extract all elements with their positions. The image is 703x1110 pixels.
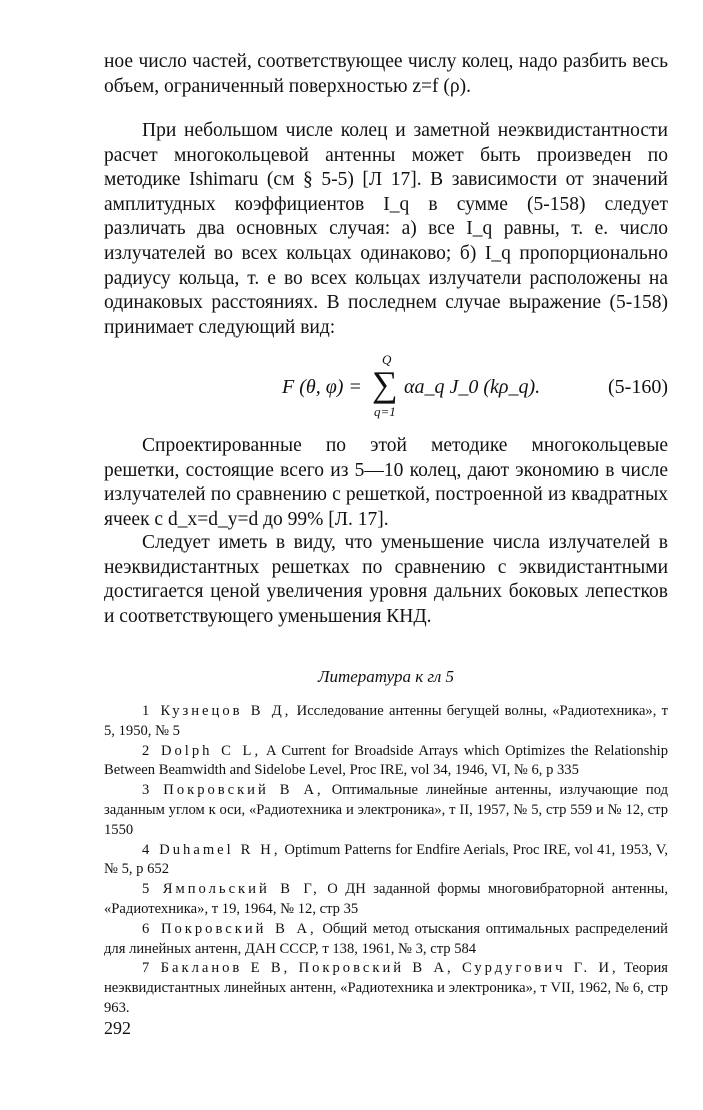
reference-item	[104, 841, 668, 881]
reference-author: 7 Бакланов Е В, Покровский В А, Сурдугович Г. И,	[142, 960, 619, 977]
reference-text: Общий метод отыскания оптимальных распределений для линейных антенн, ДАН СССР, т 138, 1961, № 3, стр 584	[104, 920, 668, 957]
reference-item	[104, 742, 668, 782]
reference-list	[104, 702, 668, 1019]
summation-sign: ∑	[372, 364, 398, 404]
reference-text: О ДН заданной формы многовибраторной антенны, «Радиотехника», т 19, 1964, № 12, стр 35	[104, 881, 668, 917]
equation-rhs: αa_q J_0 (kρ_q).	[404, 376, 541, 398]
reference-text: Optimum Patterns for Endfire Aerials, Proc IRE, vol 41, 1953, V, № 5, p 652	[104, 841, 668, 878]
reference-item	[104, 920, 668, 960]
paragraph-tradeoff: Следует иметь в виду, что уменьшение числа излучателей в неэквидистантных решетках по сравнению с эквидистантными достигается ценой увеличения уровня дальних боковых лепестков и соответствующего уменьшения КНД.	[104, 532, 668, 627]
reference-author: 5 Ямпольский В Г,	[142, 881, 320, 898]
reference-item	[104, 781, 668, 840]
paragraph-savings: Спроектированные по этой методике многокольцевые решетки, состоящие всего из 5—10 колец, дают экономию в числе излучателей по сравнению с решеткой, построенной из квадратных ячеек с d_x=d_y=d до 99% [Л. 17].	[104, 435, 668, 530]
equation-5-160	[104, 352, 668, 419]
reference-author: 1 Кузнецов В Д,	[142, 703, 292, 719]
reference-author: 2 Dolph C L,	[142, 742, 262, 759]
literature-heading: Литература к гл 5	[317, 667, 455, 686]
reference-author: 4 Duhamel R H,	[142, 841, 281, 858]
reference-author: 3 Покровский В А,	[142, 782, 324, 799]
equation-lhs: F (θ, φ) =	[282, 376, 362, 398]
reference-item	[104, 880, 668, 920]
sum-lower-limit: q=1	[374, 404, 396, 419]
reference-author: 6 Покровский В А,	[142, 920, 317, 937]
reference-text: Оптимальные линейные антенны, излучающие под заданным углом к оси, «Радиотехника и электроника», т II, 1957, № 5, стр 559 и № 12, стр 1550	[104, 782, 668, 838]
sum-upper-limit: Q	[382, 352, 392, 367]
reference-item	[104, 959, 668, 1018]
reference-text: Теория неэквидистантных линейных антенн, «Радиотехника и электроника», т VII, 1962, № 6, стр 963.	[104, 960, 668, 1016]
reference-item	[104, 702, 668, 742]
reference-text: A Current for Broadside Arrays which Optimizes the Relationship Between Beamwidth and Sidelobe Level, Proc IRE, vol 34, 1946, VI, № 6, p 335	[104, 742, 668, 779]
paragraph-continuation: ное число частей, соответствующее числу колец, надо разбить весь объем, ограниченный поверхностью z=f (ρ).	[104, 51, 668, 97]
reference-text: Исследование антенны бегущей волны, «Радиотехника», т 5, 1950, № 5	[104, 703, 668, 739]
equation-number: (5-160)	[608, 376, 668, 398]
paragraph-ishimaru-method: При небольшом числе колец и заметной неэквидистантности расчет многокольцевой антенны может быть произведен по методике Ishimaru (см § 5-5) [Л 17]. В зависимости от значений амплитудных коэффициентов I_q в сумме (5-158) следует различать два основных случая: а) все I_q равны, т. е. число излучателей во всех кольцах одинаково; б) I_q пропорционально радиусу кольца, т. е во всех кольцах излучатели расположены на одинаковых расстояниях. В последнем случае выражение (5-158) принимает следующий вид:	[104, 120, 668, 338]
page-number: 292	[104, 1018, 131, 1038]
